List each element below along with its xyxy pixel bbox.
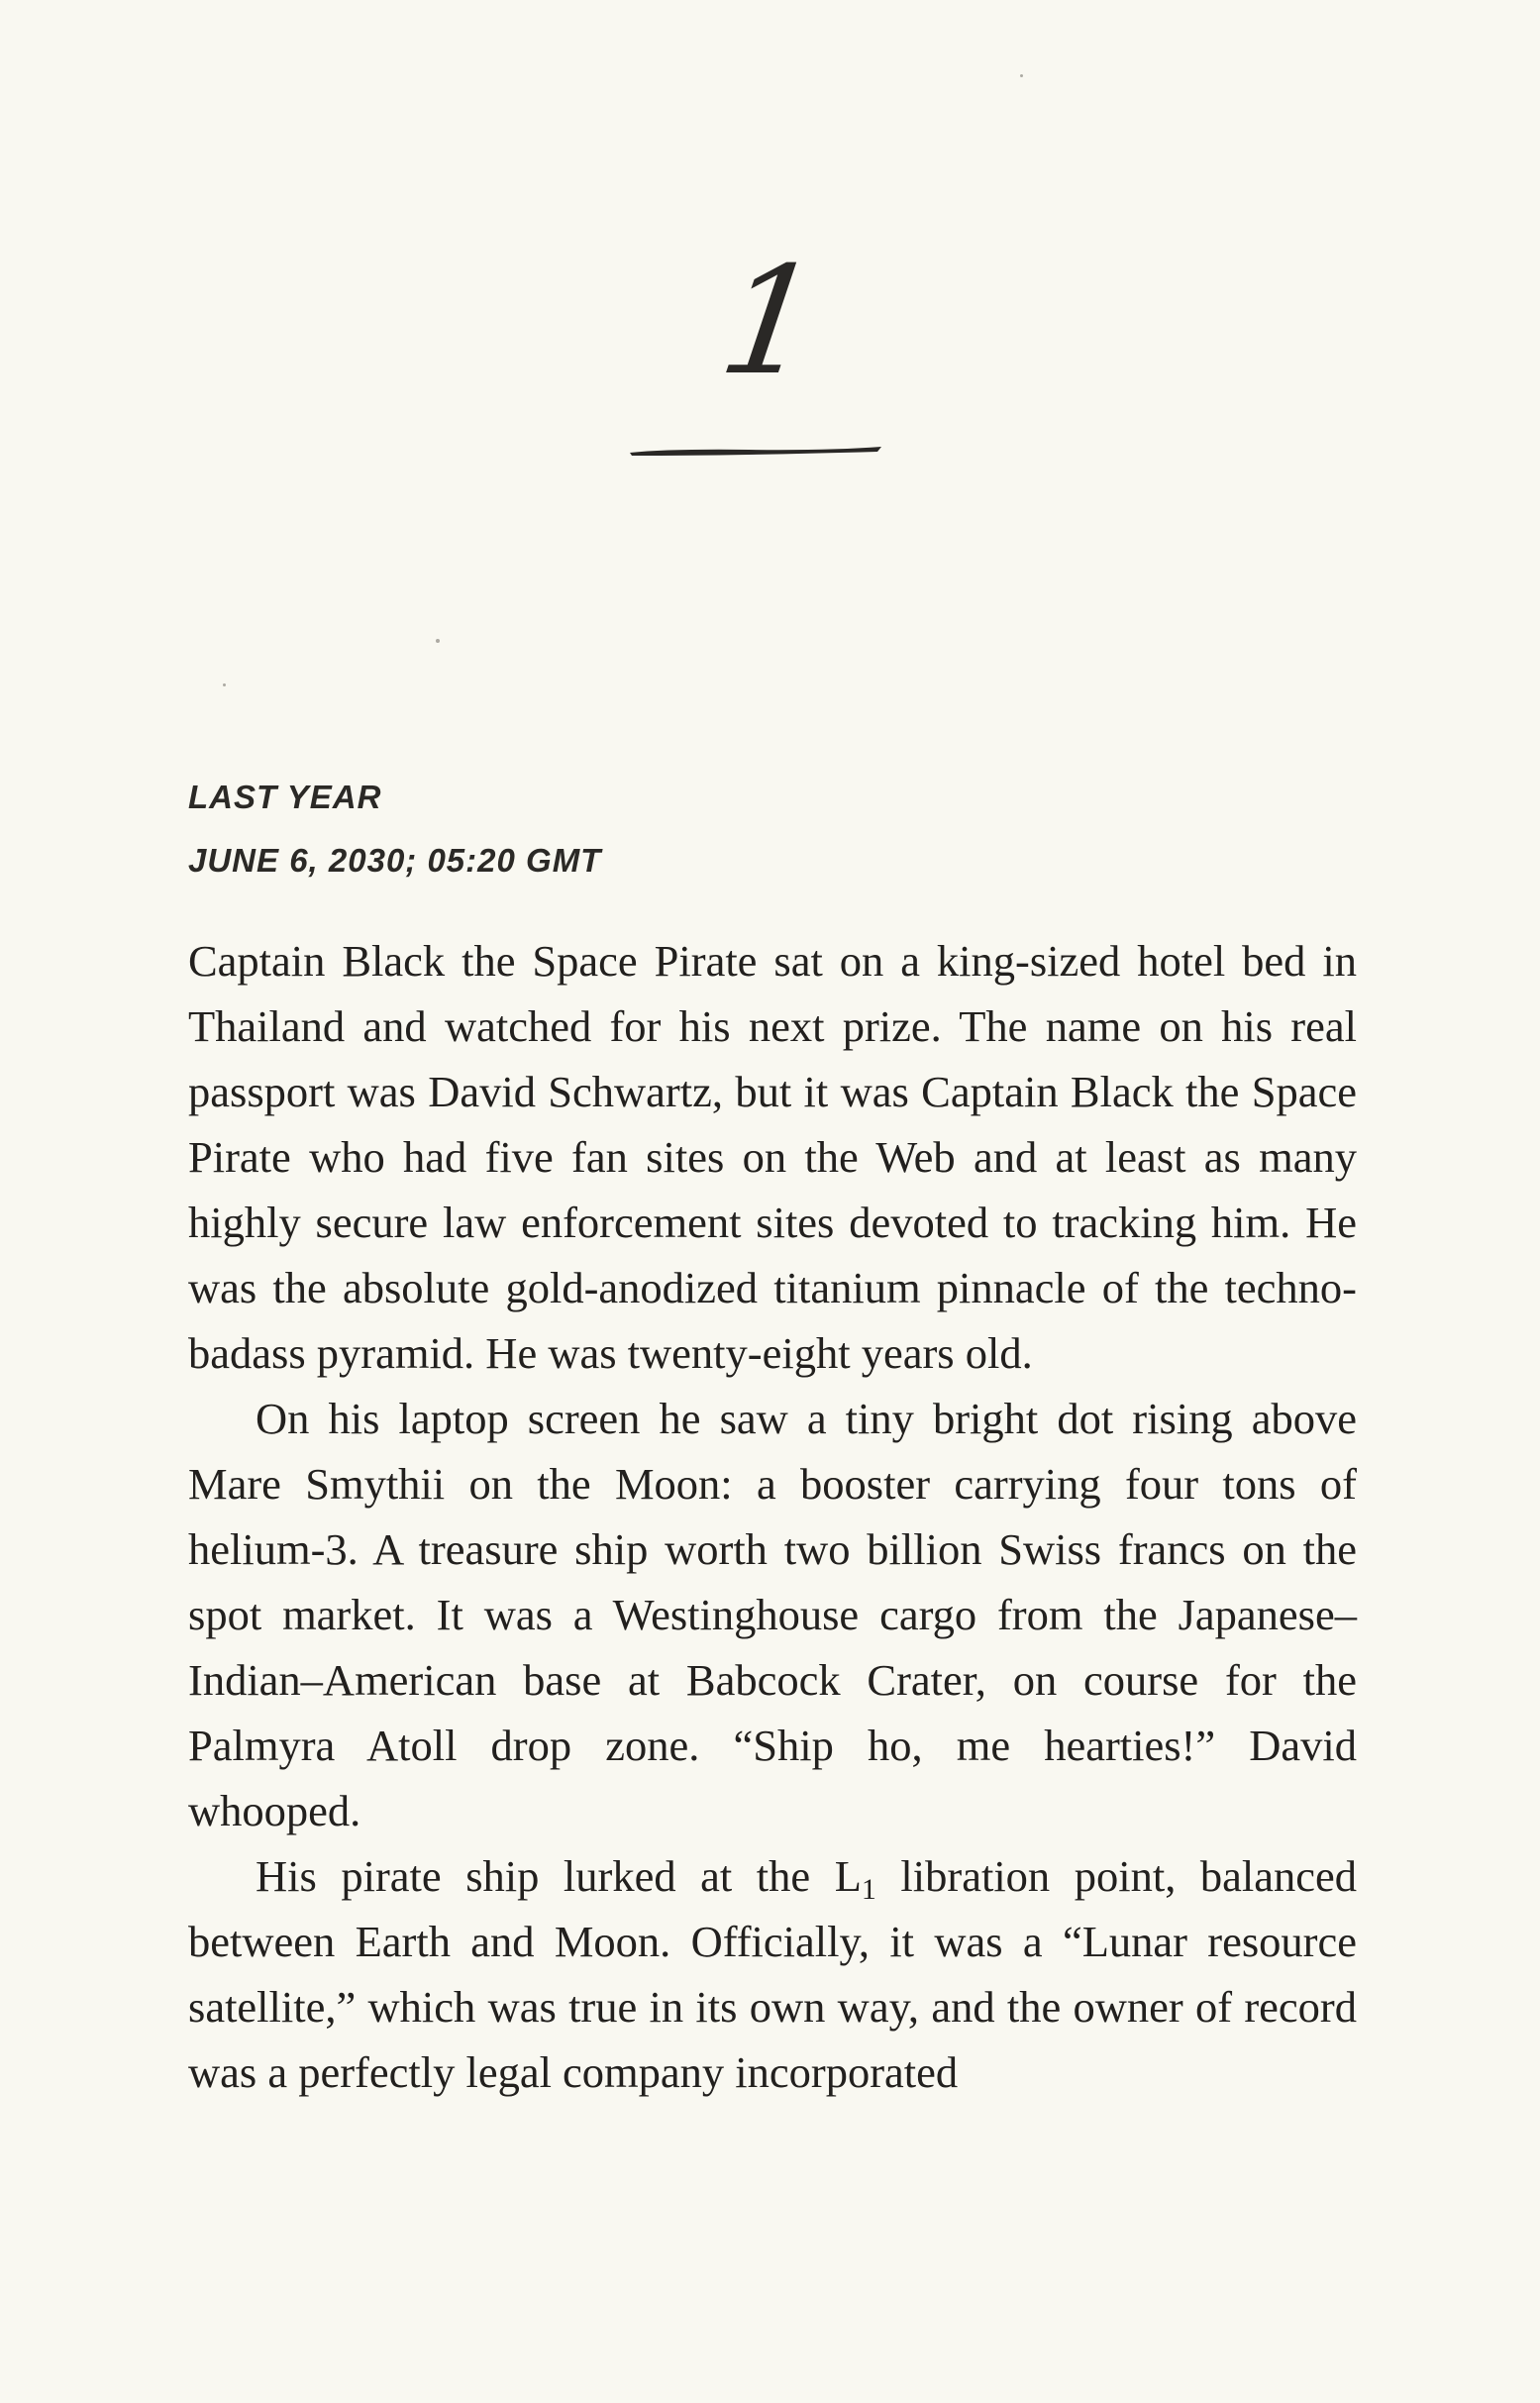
paragraph-1: Captain Black the Space Pirate sat on a king-sized hotel bed in Thailand and watched for his next prize. The name on his real passport was David Schwartz, but it was Captain Black the Space Pirate who had five fan sites on the Web and at least as many highly secure law enforcement sites devoted to tracking him. He was the absolute gold-anodized titanium pinnacle of the techno-badass pyramid. He was twenty-eight years old.	[188, 936, 1357, 1378]
paper-speck	[1020, 74, 1023, 77]
paragraph-3	[188, 1843, 1357, 2105]
subscript-1: 1	[861, 1873, 876, 1906]
chapter-body	[188, 928, 1357, 2105]
paper-speck	[223, 683, 226, 686]
paragraph-3-start: His pirate ship lurked at the L	[256, 1851, 862, 1901]
paragraph-2: On his laptop screen he saw a tiny bright dot rising above Mare Smythii on the Moon: a booster carrying four tons of helium-3. A treasure ship worth two billion Swiss francs on the spot market. It was a Westinghouse cargo from the Japanese–Indian–American base at Babcock Crater, on course for the Palmyra Atoll drop zone. “Ship ho, me hearties!” David whooped.	[188, 1394, 1357, 1835]
dateline-period: LAST YEAR	[188, 779, 382, 815]
chapter-number: 1	[710, 236, 830, 408]
dateline-timestamp: JUNE 6, 2030; 05:20 GMT	[188, 842, 602, 879]
paragraph-3-end: libration point, balanced between Earth and Moon. Officially, it was a “Lunar resource satellite,” which was true in its own way, and the owner of record was a perfectly legal company incorporated	[188, 1851, 1357, 2097]
chapter-rule	[630, 445, 881, 459]
paper-speck	[436, 639, 440, 643]
